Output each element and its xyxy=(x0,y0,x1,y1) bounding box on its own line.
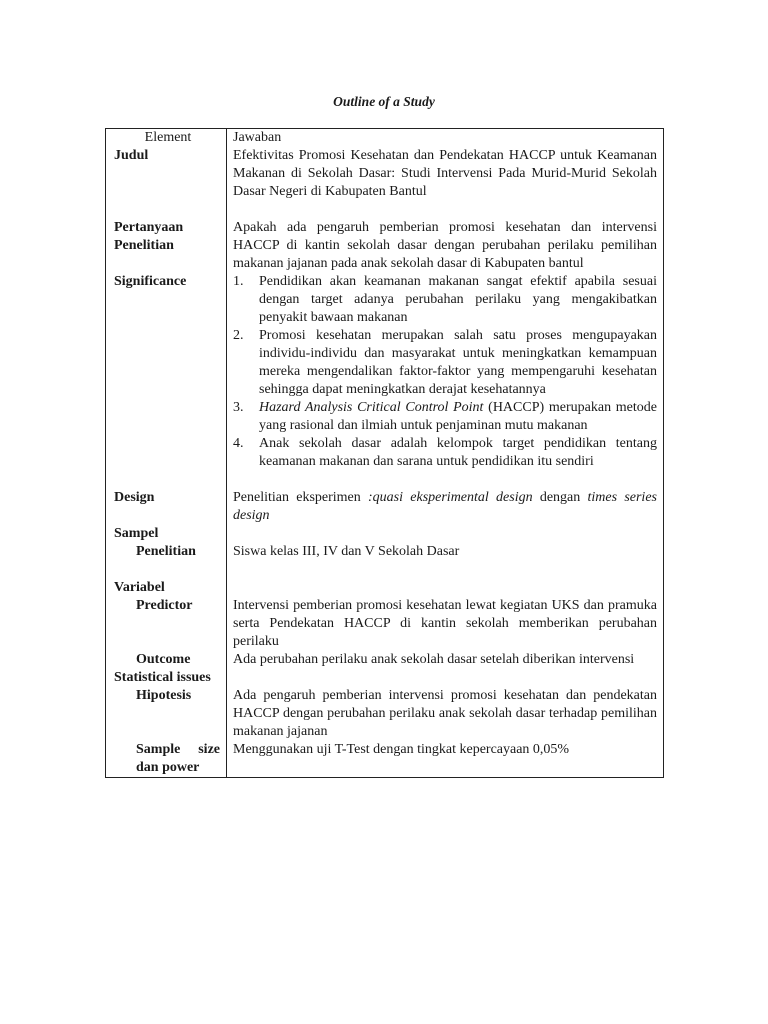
pertanyaan-label-1: Pertanyaan xyxy=(114,220,184,235)
hipotesis-text: Ada pengaruh pemberian intervensi promosi kesehatan dan pendekatan HACCP dengan perubahan perilaku anak sekolah dasar terhadap pemilihan makanan jajanan xyxy=(233,688,657,739)
statistical-label: Statistical issues xyxy=(114,670,211,685)
dan-power-label: dan power xyxy=(136,760,200,775)
predictor-text: Intervensi pemberian promosi kesehatan lewat kegiatan UKS dan pramuka serta Pendekatan HACCP di kantin sekolah memberikan perubahan perilaku xyxy=(233,598,657,649)
row-spacer xyxy=(106,201,664,219)
list-item: 3. Hazard Analysis Critical Control Point (HACCP) merupakan metode yang rasional dan ilmiah untuk penjaminan mutu makanan xyxy=(233,400,657,433)
hipotesis-label: Hipotesis xyxy=(136,688,192,703)
predictor-label: Predictor xyxy=(136,598,193,613)
sample-size-label: Sample size xyxy=(136,742,220,757)
pertanyaan-label-2: Penelitian xyxy=(114,238,174,253)
row-judul xyxy=(106,147,664,201)
sampel-label-2: Penelitian xyxy=(136,544,196,559)
list-item: 2. Promosi kesehatan merupakan salah satu proses mengupayakan individu-individu dan masyarakat untuk meningkatkan kemampuan mereka mengendalikan faktor-faktor yang mempengaruhi kesehatan sehingga dapat meningkatkan derajat kesehatannya xyxy=(233,328,657,397)
outcome-label: Outcome xyxy=(136,652,191,667)
design-text: Penelitian eksperimen :quasi eksperimental design dengan times series design xyxy=(233,490,657,523)
row-sampel xyxy=(106,525,664,561)
row-design xyxy=(106,489,664,525)
document-title: Outline of a Study xyxy=(333,94,435,109)
row-significance xyxy=(106,273,664,471)
variabel-label: Variabel xyxy=(114,580,165,595)
header-row xyxy=(106,129,664,148)
row-hipotesis xyxy=(106,687,664,741)
outcome-text: Ada perubahan perilaku anak sekolah dasar setelah diberikan intervensi xyxy=(233,652,635,667)
significance-label: Significance xyxy=(114,274,187,289)
header-element: Element xyxy=(106,129,227,148)
row-outcome xyxy=(106,651,664,669)
significance-list xyxy=(233,273,657,471)
sampel-label-1: Sampel xyxy=(114,526,159,541)
row-variabel xyxy=(106,579,664,597)
header-answer: Jawaban xyxy=(227,129,664,148)
judul-label: Judul xyxy=(114,148,149,163)
row-statistical xyxy=(106,669,664,687)
design-label: Design xyxy=(114,490,155,505)
judul-text: Efektivitas Promosi Kesehatan dan Pendekatan HACCP untuk Keamanan Makanan di Sekolah Dasar: Studi Intervensi Pada Murid-Murid Sekolah Dasar Negeri di Kabupaten Bantul xyxy=(233,148,657,199)
row-pertanyaan xyxy=(106,219,664,273)
list-item: 1. Pendidikan akan keamanan makanan sangat efektif apabila sesuai dengan target adanya perubahan perilaku yang mengakibatkan penyakit bawaan makanan xyxy=(233,274,657,325)
sampel-text: Siswa kelas III, IV dan V Sekolah Dasar xyxy=(233,544,460,559)
row-spacer xyxy=(106,471,664,489)
outline-table xyxy=(105,128,664,778)
list-item: 4. Anak sekolah dasar adalah kelompok target pendidikan tentang keamanan makanan dan sarana untuk pendidikan itu sendiri xyxy=(233,436,657,469)
row-sample-size xyxy=(106,741,664,778)
pertanyaan-text: Apakah ada pengaruh pemberian promosi kesehatan dan intervensi HACCP di kantin sekolah dasar dengan perubahan perilaku pemilihan makanan jajanan pada anak sekolah dasar di Kabupaten bantul xyxy=(233,220,657,271)
row-spacer xyxy=(106,561,664,579)
sample-size-text: Menggunakan uji T-Test dengan tingkat kepercayaan 0,05% xyxy=(233,742,570,757)
row-predictor xyxy=(106,597,664,651)
